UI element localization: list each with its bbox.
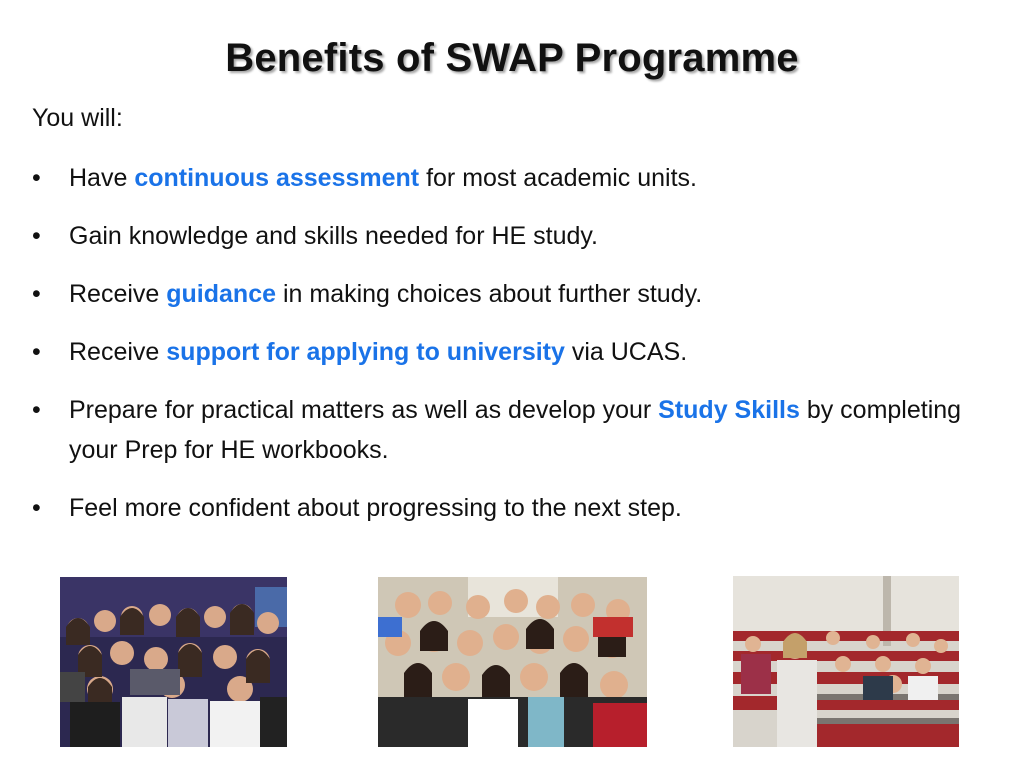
bullet-highlight: guidance: [166, 280, 277, 308]
list-item: [32, 332, 992, 372]
bullet-text: Feel more confident about progressing to the next step.: [69, 494, 682, 522]
bullet-icon: •: [32, 494, 41, 522]
bullet-text: Have: [69, 164, 135, 192]
bullet-icon: •: [32, 222, 41, 250]
group-photo-1-image: [60, 577, 287, 747]
bullet-text: Receive: [69, 338, 167, 366]
bullet-text: in making choices about further study.: [276, 280, 703, 308]
group-photo-1: [60, 577, 287, 747]
bullet-icon: •: [32, 164, 41, 192]
group-photo-2: [378, 577, 647, 747]
bullet-icon: •: [32, 396, 41, 424]
list-item: [32, 274, 992, 314]
bullet-highlight: support for applying to university: [166, 338, 565, 366]
intro-text: You will:: [32, 104, 123, 132]
bullet-text: via UCAS.: [564, 338, 688, 366]
bullet-highlight: continuous assessment: [134, 164, 420, 192]
bullet-text: Gain knowledge and skills needed for HE study.: [69, 222, 599, 250]
slide-title: Benefits of SWAP Programme: [225, 36, 799, 80]
lecture-theatre-photo: [733, 576, 959, 747]
group-photo-2-image: [378, 577, 647, 747]
bullet-text: Prepare for practical matters as well as develop your: [69, 396, 659, 424]
bullet-icon: •: [32, 338, 41, 366]
benefits-list: [32, 158, 992, 546]
list-item: [32, 158, 992, 198]
list-item: [32, 216, 992, 256]
bullet-text: for most academic units.: [419, 164, 698, 192]
bullet-text: by completing your Prep for HE workbooks.: [69, 396, 962, 464]
lecture-theatre-photo-image: [733, 576, 959, 747]
bullet-highlight: Study Skills: [658, 396, 800, 424]
list-item: [32, 390, 992, 470]
bullet-icon: •: [32, 280, 41, 308]
bullet-text: Receive: [69, 280, 167, 308]
list-item: [32, 488, 992, 528]
